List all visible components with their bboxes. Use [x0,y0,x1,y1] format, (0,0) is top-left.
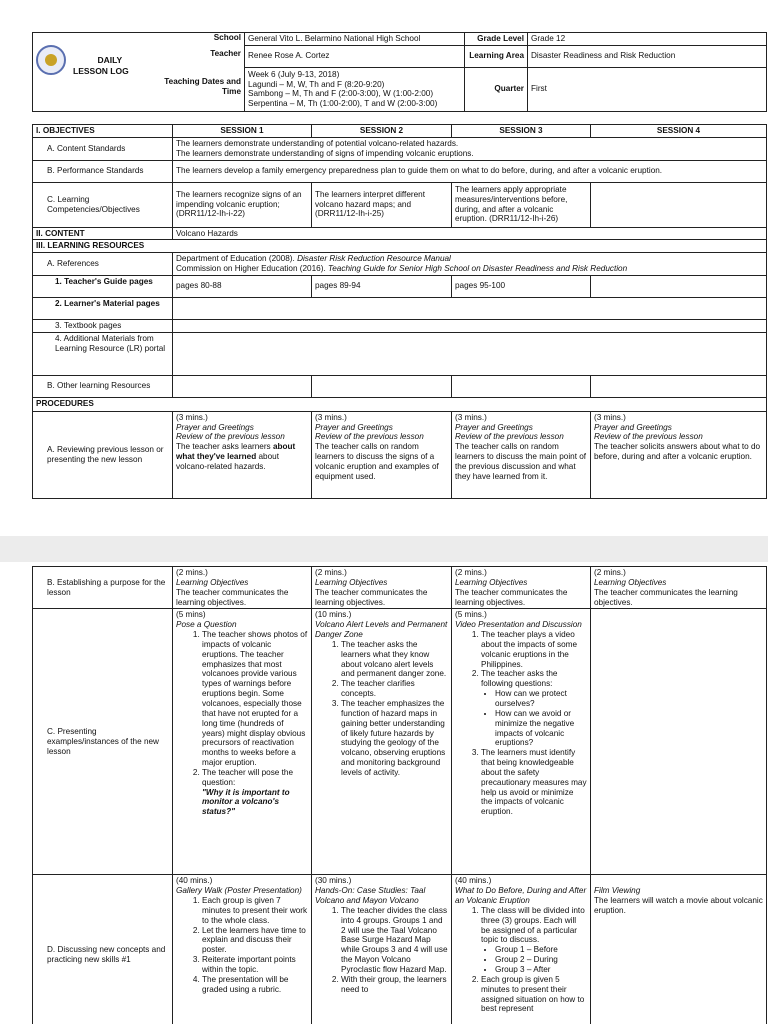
session-1-heading: SESSION 1 [173,125,312,138]
procedure-b-s2: (2 mins.) Learning Objectives The teacher communicates the learning objectives. [312,567,452,609]
competency-s1: The learners recognize signs of an impending volcanic eruption; (DRR11/12-Ih-i-22) [173,182,312,227]
teachers-guide-label: 1. Teacher's Guide pages [33,275,173,297]
dates-value: Week 6 (July 9-13, 2018) Lagundi – M, W, Th and F (8:20-9:20) Sambong – M, Th and F (2:00-3:00), W (1:00-2:00) Serpentina – M, Th (1:00-2:00), T and W (2:00-3:00) [245,67,465,111]
tg-pages-s2: pages 89-94 [312,275,452,297]
procedure-c-s1: (5 mins) Pose a Question 1. The teacher shows photos of impacts of volcanic eruptions. The teacher emphasizes that most volcanoes provide various types of warnings before eruptions begin. Some volcanoes, especially those that have not erupted for a long time (hundreds of years) might display obvious precursors of reactivation months to weeks before a major eruption. 2. The teacher will pose the question: "Why it is important to monitor a volcano's status?" [173,609,312,875]
content-value: Volcano Hazards [173,227,767,240]
procedure-a-s1: (3 mins.) Prayer and Greetings Review of the previous lesson The teacher asks learners about what they've learned about volcano-related hazards. [173,411,312,498]
session-3-heading: SESSION 3 [452,125,591,138]
school-value: General Vito L. Belarmino National High School [245,33,465,46]
procedure-a-s2: (3 mins.) Prayer and Greetings Review of the previous lesson The teacher calls on random learners to discuss the signs of a volcanic eruption and examples of equipment used. [312,411,452,498]
dll-title-cell [33,33,245,112]
tg-pages-s1: pages 80-88 [173,275,312,297]
dates-label: Teaching Dates and Time [164,77,241,96]
other-resources-s3 [452,375,591,397]
procedure-d-s1: (40 mins.) Gallery Walk (Poster Presentation) 1. Each group is given 7 minutes to present their work to the whole class. 2. Let the learners have time to explain and discuss their poster. 3. Reiterate important points within the topic. 4. The presentation will be graded using a rubric. [173,875,312,1024]
learning-area-value: Disaster Readiness and Risk Reduction [528,45,767,67]
procedure-a-label: A. Reviewing previous lesson or presenting the new lesson [33,411,173,498]
competencies-label: C. Learning Competencies/Objectives [33,182,173,227]
learners-material-label: 2. Learner's Material pages [33,297,173,319]
other-resources-s2 [312,375,452,397]
procedure-c-s4 [591,609,767,875]
competency-s4 [591,182,767,227]
competency-s2: The learners interpret different volcano hazard maps; and (DRR11/12-Ih-i-25) [312,182,452,227]
content-heading: II. CONTENT [33,227,173,240]
other-resources-s1 [173,375,312,397]
header-table [32,32,767,112]
procedure-d-s4: Film Viewing The learners will watch a movie about volcanic eruption. [591,875,767,1024]
procedures-table [32,566,767,1024]
learning-area-label: Learning Area [465,45,528,67]
procedure-b-s3: (2 mins.) Learning Objectives The teacher communicates the learning objectives. [452,567,591,609]
page-2 [0,562,768,1024]
lesson-table [32,124,767,499]
procedure-d-s3: (40 mins.) What to Do Before, During and After an Volcanic Eruption 1. The class will be divided into three (3) groups. Each will be assigned of a particular topic to discuss. • Group 1 – Before • Group 2 – During • Group 3 – After 2. Each group is given 5 minutes to present their assigned situation on how to best represent [452,875,591,1024]
additional-materials-label: 4. Additional Materials from Learning Resource (LR) portal [33,332,173,375]
session-4-heading: SESSION 4 [591,125,767,138]
other-resources-label: B. Other learning Resources [33,375,173,397]
textbook-pages-label: 3. Textbook pages [33,319,173,332]
session-2-heading: SESSION 2 [312,125,452,138]
procedure-a-s4: (3 mins.) Prayer and Greetings Review of the previous lesson The teacher solicits answers about what to do before, during and after a volcanic eruption. [591,411,767,498]
procedure-d-s2: (30 mins.) Hands-On: Case Studies: Taal Volcano and Mayon Volcano 1. The teacher divides the class into 4 groups. Groups 1 and 2 will use the Taal Volcano Base Surge Hazard Map while Groups 3 and 4 will use the Mayon Volcano Pyroclastic flow Hazard Map. 2. With their group, the learners need to [312,875,452,1024]
references-label: A. References [33,253,173,276]
tg-pages-s3: pages 95-100 [452,275,591,297]
lm-pages-value [173,297,767,319]
learning-resources-heading: III. LEARNING RESOURCES [33,240,767,253]
performance-standards-value: The learners develop a family emergency preparedness plan to guide them on what to do before, during, and after a volcanic eruption. [173,160,767,182]
objectives-heading: I. OBJECTIVES [33,125,173,138]
grade-level-value: Grade 12 [528,33,767,46]
quarter-label: Quarter [465,67,528,111]
additional-materials-value [173,332,767,375]
procedure-c-label: C. Presenting examples/instances of the new lesson [33,609,173,875]
references-value: Department of Education (2008). Disaster Risk Reduction Resource Manual Commission on Higher Education (2016). Teaching Guide for Senior High School on Disaster Readiness and Risk Reduction [173,253,767,276]
procedure-b-s1: (2 mins.) Learning Objectives The teacher communicates the learning objectives. [173,567,312,609]
procedure-b-label: B. Establishing a purpose for the lesson [33,567,173,609]
tg-pages-s4 [591,275,767,297]
teacher-label: Teacher [210,49,241,58]
quarter-value: First [528,67,767,111]
grade-level-label: Grade Level [465,33,528,46]
textbook-pages-value [173,319,767,332]
procedure-d-label: D. Discussing new concepts and practicing new skills #1 [33,875,173,1024]
school-label: School [213,33,241,42]
page-gap [0,536,768,562]
teacher-value: Renee Rose A. Cortez [245,45,465,67]
procedures-heading: PROCEDURES [33,397,767,411]
other-resources-s4 [591,375,767,397]
procedure-a-s3: (3 mins.) Prayer and Greetings Review of the previous lesson The teacher calls on random learners to discuss the main point of the previous discussion and what they have learned from it. [452,411,591,498]
content-standards-value: The learners demonstrate understanding of potential volcano-related hazards. The learners demonstrate understanding of signs of impending volcanic eruptions. [173,137,767,160]
content-standards-label: A. Content Standards [33,137,173,160]
procedure-b-s4: (2 mins.) Learning Objectives The teacher communicates the learning objectives. [591,567,767,609]
procedure-c-s3: (5 mins.) Video Presentation and Discussion 1. The teacher plays a video about the impacts of some volcanic eruptions in the Philippines. 2. The teacher asks the following questions: • How can we protect ourselves? • How can we avoid or minimize the negative impacts of volcanic eruptions? 3. The learners must identify that being knowledgeable about the safety precautionary measures may help us avoid or minimize the impacts of volcanic eruption. [452,609,591,875]
competency-s3: The learners apply appropriate measures/interventions before, during, and after a volcanic eruption. (DRR11/12-Ih-i-26) [452,182,591,227]
deped-seal-icon [36,45,66,75]
performance-standards-label: B. Performance Standards [33,160,173,182]
dll-title: DAILY LESSON LOG [73,55,129,76]
procedure-c-s2: (10 mins.) Volcano Alert Levels and Permanent Danger Zone 1. The teacher asks the learners what they know about volcano alert levels and permanent danger zone. 2. The teacher clarifies concepts. 3. The teacher emphasizes the function of hazard maps in gaining better understanding of likely future hazards by studying the geology of the volcano, observing eruptions and monitoring background levels of activity. [312,609,452,875]
